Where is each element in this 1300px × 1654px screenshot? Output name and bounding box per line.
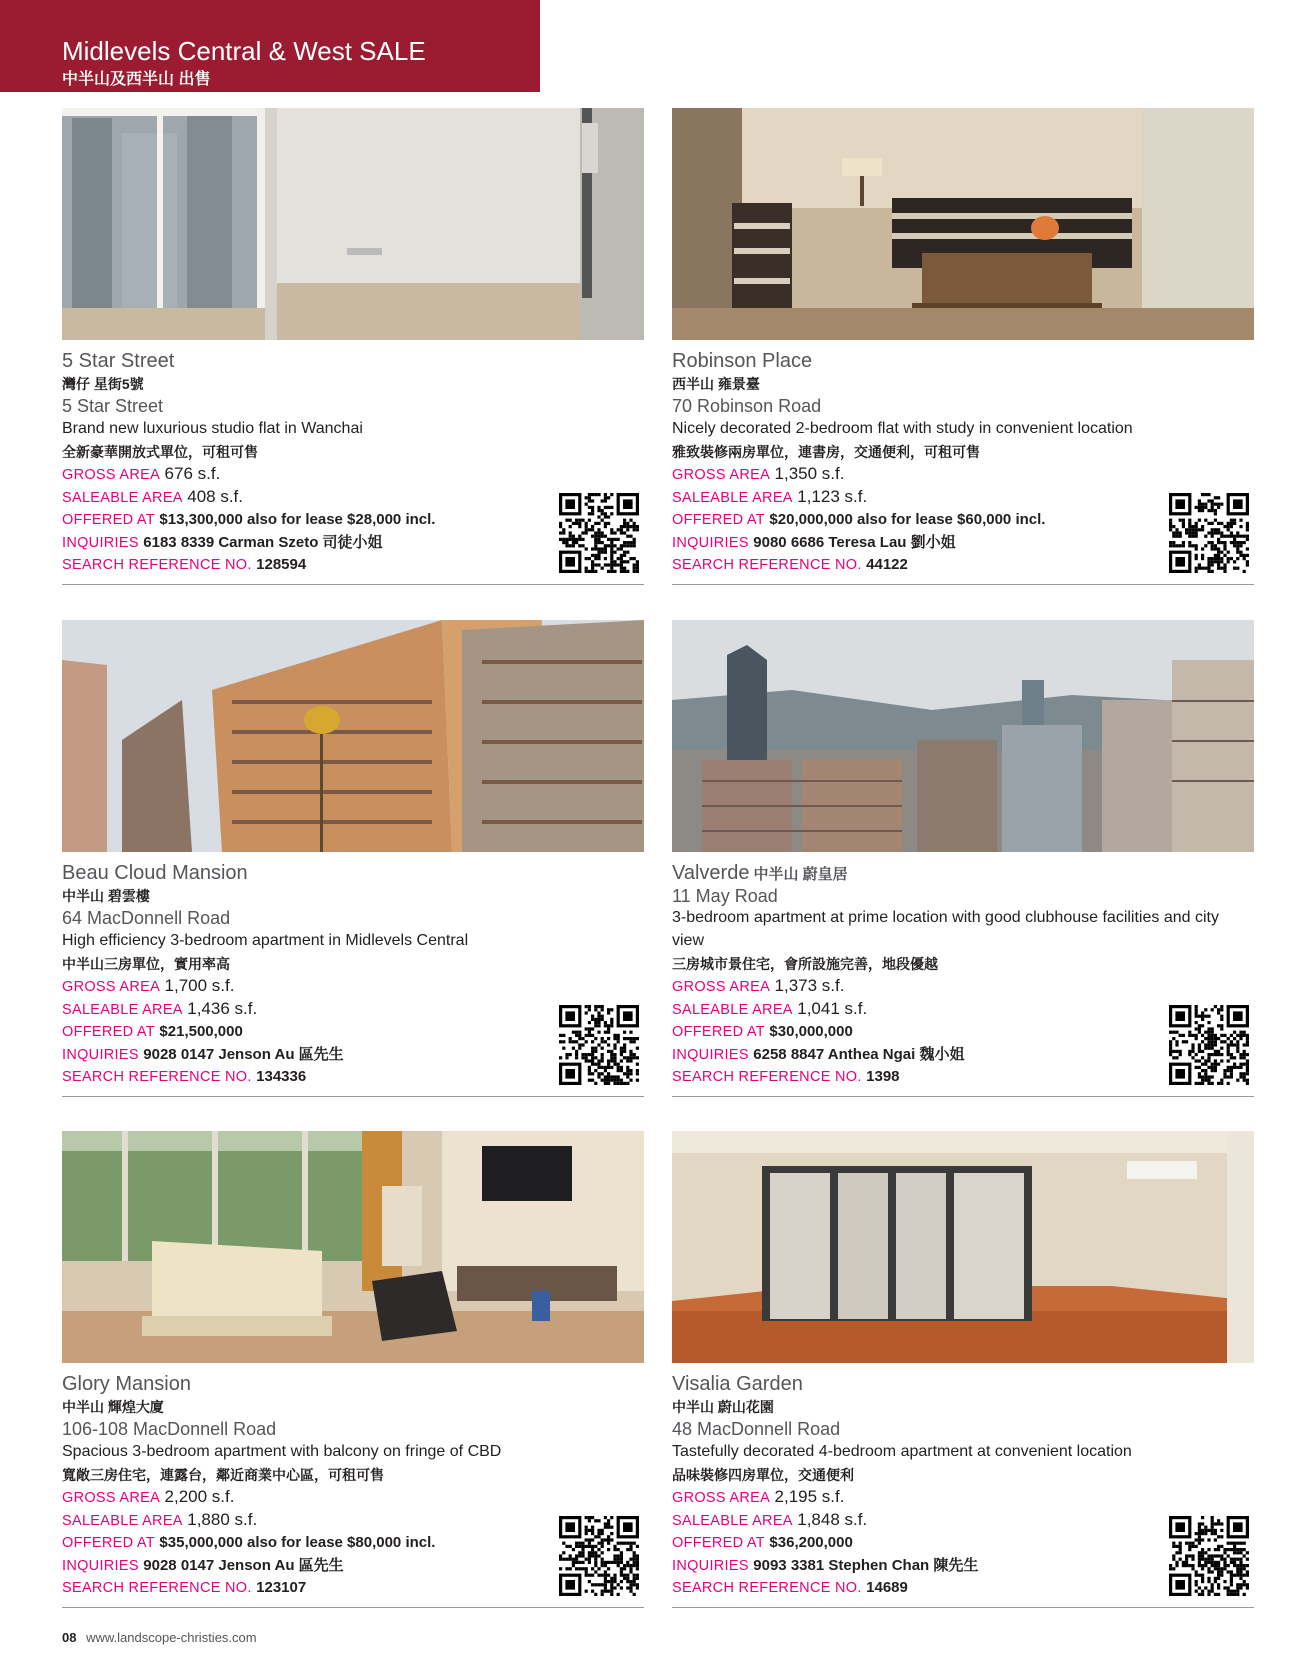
- page-number: 08: [62, 1630, 77, 1645]
- property-description: Tastefully decorated 4-bedroom apartment at convenient location: [672, 1443, 1132, 1461]
- property-address: 5 Star Street: [62, 396, 164, 417]
- search-reference-number: 1398: [866, 1068, 900, 1086]
- property-description-cn: 三房城市景住宅，會所設施完善，地段優越: [672, 955, 938, 972]
- property-name: Glory Mansion: [62, 1373, 191, 1395]
- building-exterior-photo: [62, 620, 644, 852]
- city-skyline-photo: [672, 620, 1254, 852]
- property-description-cn: 品味裝修四房單位，交通便利: [672, 1466, 854, 1483]
- search-reference-label: SEARCH REFERENCE NO.: [672, 1069, 862, 1086]
- offered-price: $35,000,000 also for lease $80,000 incl.: [159, 1533, 436, 1551]
- divider: [672, 584, 1254, 585]
- property-address: 48 MacDonnell Road: [672, 1419, 841, 1440]
- search-reference-label: SEARCH REFERENCE NO.: [62, 1069, 252, 1086]
- inquiries-label: INQUIRIES: [62, 534, 139, 551]
- qr-code-icon[interactable]: [559, 1516, 639, 1596]
- offered-price: $36,200,000: [769, 1533, 853, 1551]
- offered-price: $13,300,000 also for lease $28,000 incl.: [159, 510, 436, 528]
- inquiries-label: INQUIRIES: [672, 1557, 749, 1574]
- property-description: Nicely decorated 2-bedroom flat with study in convenient location: [672, 420, 1133, 438]
- search-reference-number: 44122: [866, 556, 908, 574]
- inquiries-contact: 9080 6686 Teresa Lau 劉小姐: [753, 533, 956, 551]
- property-photo[interactable]: [62, 108, 644, 340]
- property-description-cn: 全新豪華開放式單位，可租可售: [62, 443, 258, 460]
- property-district-cn: 灣仔 星街5號: [62, 375, 144, 392]
- section-subtitle: 中半山及西半山 出售: [62, 71, 211, 88]
- gross-area-label: GROSS AREA: [672, 979, 771, 996]
- empty-room-window-photo: [62, 108, 644, 340]
- gross-area-value: 1,350 s.f.: [774, 464, 845, 484]
- offered-at-label: OFFERED AT: [62, 511, 155, 528]
- gross-area-label: GROSS AREA: [62, 979, 161, 996]
- listing-card: [672, 620, 1254, 1105]
- divider: [62, 1607, 644, 1608]
- offered-at-label: OFFERED AT: [672, 1534, 765, 1551]
- inquiries-label: INQUIRIES: [672, 534, 749, 551]
- saleable-area-value: 1,041 s.f.: [797, 999, 868, 1019]
- empty-room-wood-floor-photo: [672, 1131, 1254, 1363]
- property-name: Robinson Place: [672, 350, 813, 372]
- search-reference-number: 14689: [866, 1579, 908, 1597]
- gross-area-value: 1,700 s.f.: [164, 976, 235, 996]
- offered-at-label: OFFERED AT: [62, 1023, 155, 1040]
- inquiries-contact: 9093 3381 Stephen Chan 陳先生: [753, 1556, 979, 1574]
- gross-area-value: 2,195 s.f.: [774, 1487, 845, 1507]
- property-description-cn: 寬敞三房住宅，連露台，鄰近商業中心區，可租可售: [62, 1466, 384, 1483]
- listing-card: [672, 1131, 1254, 1616]
- property-name-cn: 中半山 蔚皇居: [753, 866, 848, 883]
- property-description: Spacious 3-bedroom apartment with balcony on fringe of CBD: [62, 1443, 502, 1461]
- property-address: 106-108 MacDonnell Road: [62, 1419, 277, 1440]
- listing-card: [62, 108, 644, 593]
- divider: [672, 1607, 1254, 1608]
- property-photo[interactable]: [672, 1131, 1254, 1363]
- listing-card: [672, 108, 1254, 593]
- gross-area-value: 676 s.f.: [164, 464, 221, 484]
- saleable-area-label: SALEABLE AREA: [672, 1513, 793, 1530]
- saleable-area-label: SALEABLE AREA: [62, 1513, 183, 1530]
- property-description-cn: 雅致裝修兩房單位，連書房，交通便利，可租可售: [672, 443, 980, 460]
- property-district-cn: 中半山 輝煌大廈: [62, 1398, 164, 1415]
- search-reference-label: SEARCH REFERENCE NO.: [672, 1580, 862, 1597]
- inquiries-label: INQUIRIES: [62, 1557, 139, 1574]
- property-photo[interactable]: [62, 620, 644, 852]
- search-reference-number: 123107: [256, 1579, 307, 1597]
- search-reference-number: 128594: [256, 556, 307, 574]
- offered-at-label: OFFERED AT: [62, 1534, 155, 1551]
- property-district-cn: 中半山 碧雲樓: [62, 887, 150, 904]
- property-description: High efficiency 3-bedroom apartment in Midlevels Central: [62, 932, 469, 950]
- gross-area-label: GROSS AREA: [62, 467, 161, 484]
- inquiries-contact: 9028 0147 Jenson Au 區先生: [143, 1556, 344, 1574]
- property-description: 3-bedroom apartment at prime location with good clubhouse facilities and city view: [672, 909, 1219, 950]
- property-address: 11 May Road: [672, 885, 778, 906]
- property-district-cn: 西半山 雍景臺: [672, 375, 760, 392]
- living-room-tv-photo: [62, 1131, 644, 1363]
- search-reference-label: SEARCH REFERENCE NO.: [672, 557, 862, 574]
- qr-code-icon[interactable]: [559, 493, 639, 573]
- qr-code-icon[interactable]: [1169, 1516, 1249, 1596]
- qr-code-icon[interactable]: [1169, 1005, 1249, 1085]
- saleable-area-label: SALEABLE AREA: [62, 1002, 183, 1019]
- search-reference-label: SEARCH REFERENCE NO.: [62, 557, 252, 574]
- offered-price: $20,000,000 also for lease $60,000 incl.: [769, 510, 1046, 528]
- inquiries-contact: 9028 0147 Jenson Au 區先生: [143, 1045, 344, 1063]
- page-footer: [62, 1630, 257, 1645]
- divider: [62, 1096, 644, 1097]
- divider: [672, 1096, 1254, 1097]
- saleable-area-label: SALEABLE AREA: [672, 490, 793, 507]
- saleable-area-label: SALEABLE AREA: [62, 490, 183, 507]
- listing-card: [62, 620, 644, 1105]
- inquiries-label: INQUIRIES: [62, 1046, 139, 1063]
- gross-area-label: GROSS AREA: [672, 467, 771, 484]
- search-reference-number: 134336: [256, 1068, 307, 1086]
- gross-area-label: GROSS AREA: [62, 1490, 161, 1507]
- offered-at-label: OFFERED AT: [672, 1023, 765, 1040]
- property-description: Brand new luxurious studio flat in Wanchai: [62, 420, 363, 438]
- divider: [62, 584, 644, 585]
- saleable-area-label: SALEABLE AREA: [672, 1002, 793, 1019]
- property-photo[interactable]: [62, 1131, 644, 1363]
- property-name: Beau Cloud Mansion: [62, 862, 248, 884]
- inquiries-contact: 6258 8847 Anthea Ngai 魏小姐: [753, 1045, 965, 1063]
- living-room-sofa-photo: [672, 108, 1254, 340]
- gross-area-label: GROSS AREA: [672, 1490, 771, 1507]
- listing-card: [62, 1131, 644, 1616]
- qr-code-icon[interactable]: [1169, 493, 1249, 573]
- property-address: 64 MacDonnell Road: [62, 908, 231, 929]
- saleable-area-value: 1,123 s.f.: [797, 487, 868, 507]
- section-header: [0, 0, 540, 92]
- saleable-area-value: 1,880 s.f.: [187, 1510, 258, 1530]
- property-name: Valverde: [672, 862, 750, 884]
- property-photo[interactable]: [672, 620, 1254, 852]
- qr-code-icon[interactable]: [559, 1005, 639, 1085]
- property-district-cn: 中半山 蔚山花園: [672, 1398, 774, 1415]
- saleable-area-value: 408 s.f.: [187, 487, 243, 507]
- saleable-area-value: 1,436 s.f.: [187, 999, 258, 1019]
- offered-at-label: OFFERED AT: [672, 511, 765, 528]
- gross-area-value: 1,373 s.f.: [774, 976, 845, 996]
- inquiries-label: INQUIRIES: [672, 1046, 749, 1063]
- property-address: 70 Robinson Road: [672, 396, 822, 417]
- property-name: Visalia Garden: [672, 1373, 803, 1395]
- section-title: Midlevels Central & West SALE: [62, 36, 426, 66]
- property-name-line: [672, 862, 1254, 885]
- property-description-cn: 中半山三房單位，實用率高: [62, 955, 230, 972]
- inquiries-contact: 6183 8339 Carman Szeto 司徒小姐: [143, 533, 383, 551]
- property-name: 5 Star Street: [62, 350, 175, 372]
- property-photo[interactable]: [672, 108, 1254, 340]
- offered-price: $21,500,000: [159, 1022, 243, 1040]
- website-link[interactable]: www.landscope-christies.com: [86, 1630, 257, 1645]
- search-reference-label: SEARCH REFERENCE NO.: [62, 1580, 252, 1597]
- gross-area-value: 2,200 s.f.: [164, 1487, 235, 1507]
- saleable-area-value: 1,848 s.f.: [797, 1510, 868, 1530]
- offered-price: $30,000,000: [769, 1022, 853, 1040]
